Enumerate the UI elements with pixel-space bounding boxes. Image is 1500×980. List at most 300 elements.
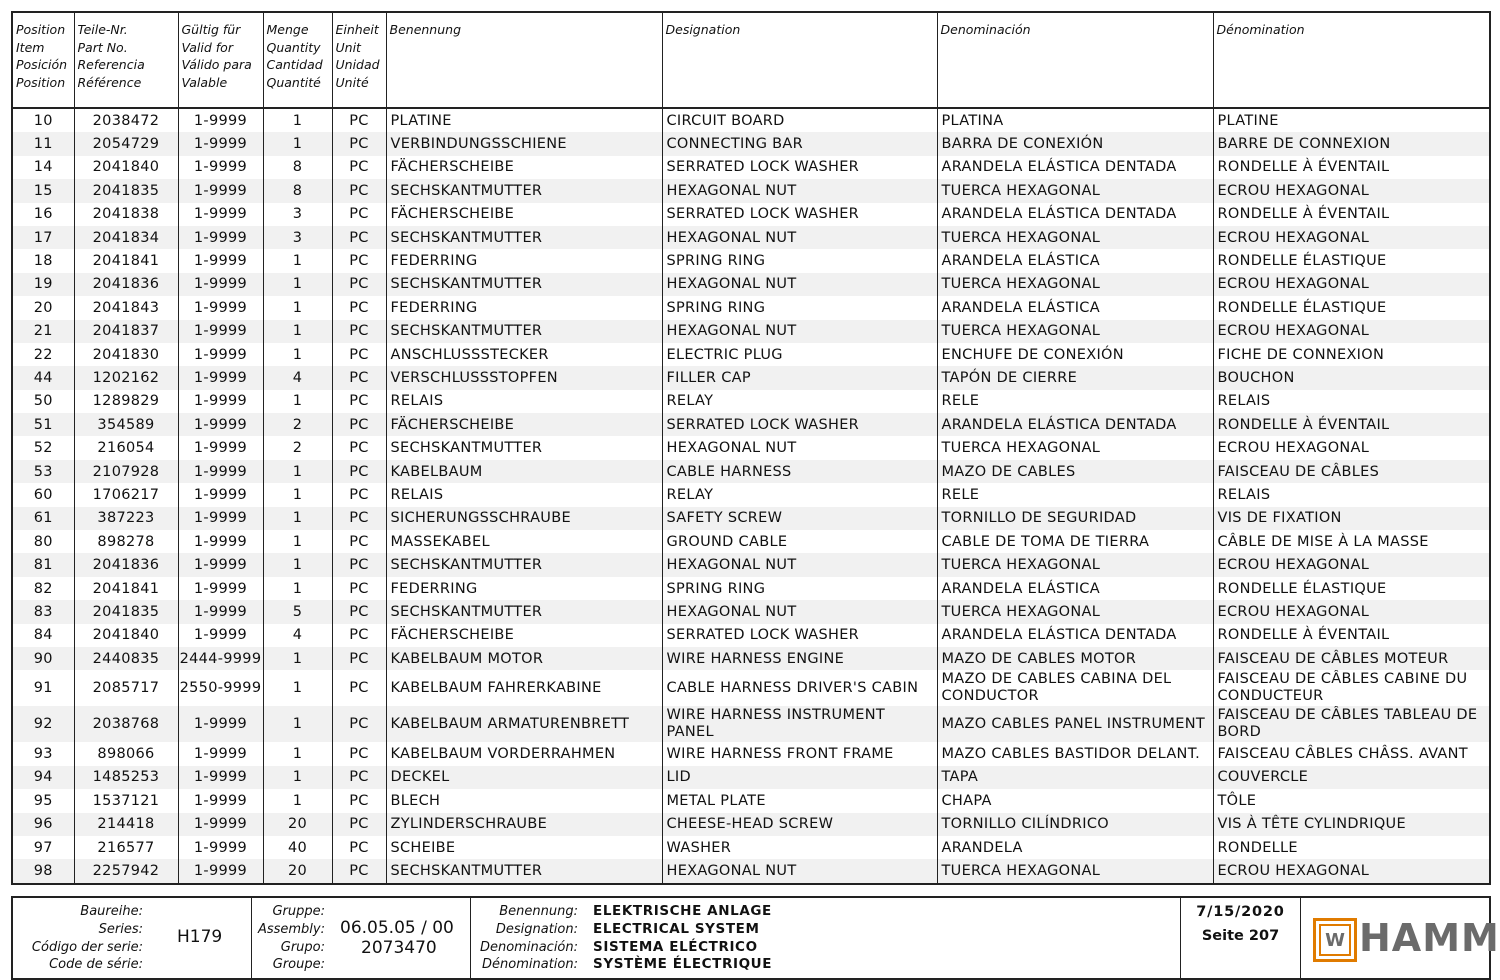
quantity-cell: 1 <box>263 483 332 506</box>
table-row <box>12 789 1490 812</box>
quantity-cell: 1 <box>263 132 332 155</box>
denomination-cell: ECROU HEXAGONAL <box>1213 436 1490 459</box>
group-label: Grupo: <box>280 939 325 955</box>
designation-cell: CHEESE-HEAD SCREW <box>662 813 937 836</box>
series-label: Series: <box>98 921 143 937</box>
benennung-cell: FEDERRING <box>386 577 662 600</box>
denominacion-cell: ARANDELA ELÁSTICA DENTADA <box>937 624 1213 647</box>
quantity-cell: 1 <box>263 273 332 296</box>
valid-for-cell: 1-9999 <box>178 836 263 859</box>
position-cell: 50 <box>33 393 53 410</box>
table-row <box>12 413 1490 436</box>
table-row <box>12 296 1490 319</box>
denominacion-cell: ARANDELA ELÁSTICA DENTADA <box>937 203 1213 226</box>
group-label: Gruppe: <box>272 904 325 919</box>
denomination-cell: FAISCEAU DE CÂBLES CABINE DU CONDUCTEUR <box>1213 670 1490 706</box>
valid-for-cell: 1-9999 <box>178 577 263 600</box>
column-header: Dénomination <box>1213 12 1490 108</box>
quantity-cell: 20 <box>263 813 332 836</box>
unit-cell: PC <box>332 320 386 343</box>
benennung-cell: ANSCHLUSSSTECKER <box>386 343 662 366</box>
quantity-cell: 1 <box>263 320 332 343</box>
part-number-cell: 2041841 <box>74 249 178 272</box>
name-label: Designation: <box>495 921 578 937</box>
designation-cell: WIRE HARNESS ENGINE <box>662 647 937 670</box>
position-cell: 22 <box>33 346 53 363</box>
denominacion-cell: ARANDELA ELÁSTICA <box>937 577 1213 600</box>
unit-cell: PC <box>332 624 386 647</box>
designation-cell: HEXAGONAL NUT <box>662 553 937 576</box>
denominacion-cell: MAZO DE CABLES MOTOR <box>937 647 1213 670</box>
designation-cell: METAL PLATE <box>662 789 937 812</box>
denomination-cell: VIS À TÊTE CYLINDRIQUE <box>1213 813 1490 836</box>
denominacion-cell: ARANDELA ELÁSTICA <box>937 296 1213 319</box>
unit-cell: PC <box>332 483 386 506</box>
unit-cell: PC <box>332 600 386 623</box>
quantity-cell: 1 <box>263 390 332 413</box>
unit-cell: PC <box>332 296 386 319</box>
table-row <box>12 343 1490 366</box>
position-cell: 96 <box>12 813 74 836</box>
position-cell: 82 <box>33 580 53 597</box>
unit-cell: PC <box>332 226 386 249</box>
valid-for-cell: 1-9999 <box>178 789 263 812</box>
benennung-cell: KABELBAUM ARMATURENBRETT <box>386 706 662 742</box>
table-row <box>12 179 1490 202</box>
position-cell: 10 <box>33 112 53 129</box>
table-row <box>12 483 1490 506</box>
position-cell: 94 <box>12 766 74 789</box>
unit-cell: PC <box>332 577 386 600</box>
name-value: SYSTÈME ÉLECTRIQUE <box>593 956 773 973</box>
benennung-cell: KABELBAUM FAHRERKABINE <box>386 670 662 706</box>
page-footer <box>11 896 1500 980</box>
valid-for-cell: 1-9999 <box>178 436 263 459</box>
assembly-value: 06.05.05 / 00 <box>340 918 454 938</box>
denomination-cell: BARRE DE CONNEXION <box>1213 132 1490 155</box>
unit-cell: PC <box>332 436 386 459</box>
denominacion-cell: CABLE DE TOMA DE TIERRA <box>937 530 1213 553</box>
quantity-cell: 1 <box>263 530 332 553</box>
valid-for-cell: 2550-9999 <box>178 670 263 706</box>
designation-cell: GROUND CABLE <box>662 530 937 553</box>
denominacion-cell: MAZO DE CABLES <box>937 460 1213 483</box>
denomination-cell: RELAIS <box>1213 390 1490 413</box>
group-number: 2073470 <box>361 938 437 958</box>
designation-cell: CIRCUIT BOARD <box>662 108 937 132</box>
unit-cell: PC <box>332 413 386 436</box>
valid-for-cell: 1-9999 <box>178 624 263 647</box>
denomination-cell: ECROU HEXAGONAL <box>1213 320 1490 343</box>
part-number-cell: 1289829 <box>74 390 178 413</box>
benennung-cell: DECKEL <box>386 766 662 789</box>
group-label: Groupe: <box>272 957 325 973</box>
part-number-cell: 2440835 <box>74 647 178 670</box>
part-number-cell: 2038768 <box>74 706 178 742</box>
valid-for-cell: 1-9999 <box>178 507 263 530</box>
part-number-cell: 2038472 <box>74 108 178 132</box>
denominacion-cell: CHAPA <box>937 789 1213 812</box>
name-label: Dénomination: <box>482 957 578 973</box>
valid-for-cell: 1-9999 <box>178 156 263 179</box>
benennung-cell: SECHSKANTMUTTER <box>386 600 662 623</box>
designation-cell: SERRATED LOCK WASHER <box>662 624 937 647</box>
benennung-cell: SECHSKANTMUTTER <box>386 179 662 202</box>
part-number-cell: 216577 <box>74 836 178 859</box>
series-label: Code de série: <box>49 957 143 973</box>
denomination-cell: RONDELLE ÉLASTIQUE <box>1213 296 1490 319</box>
table-row <box>12 203 1490 226</box>
position-cell: 21 <box>12 320 74 343</box>
table-row <box>12 813 1490 836</box>
table-row <box>12 836 1490 859</box>
valid-for-cell: 1-9999 <box>178 296 263 319</box>
unit-cell: PC <box>332 507 386 530</box>
denominacion-cell: ARANDELA ELÁSTICA DENTADA <box>937 413 1213 436</box>
table-row <box>12 624 1490 647</box>
unit-cell: PC <box>332 766 386 789</box>
denominacion-cell: RELE <box>937 483 1213 506</box>
hamm-logo-icon <box>1313 918 1357 962</box>
quantity-cell: 8 <box>263 179 332 202</box>
position-cell: 80 <box>33 533 53 550</box>
designation-cell: WIRE HARNESS INSTRUMENT PANEL <box>662 706 937 742</box>
part-number-cell: 898278 <box>74 530 178 553</box>
quantity-cell: 1 <box>263 343 332 366</box>
designation-cell: HEXAGONAL NUT <box>662 273 937 296</box>
valid-for-cell: 1-9999 <box>178 226 263 249</box>
position-cell: 52 <box>33 440 53 457</box>
designation-cell: LID <box>662 766 937 789</box>
quantity-cell: 1 <box>263 742 332 765</box>
part-number-cell: 1706217 <box>74 483 178 506</box>
designation-cell: FILLER CAP <box>662 366 937 389</box>
denominacion-cell: TUERCA HEXAGONAL <box>937 436 1213 459</box>
designation-cell: WIRE HARNESS FRONT FRAME <box>662 742 937 765</box>
benennung-cell: FÄCHERSCHEIBE <box>386 413 662 436</box>
part-number-cell: 2257942 <box>74 859 178 883</box>
denominacion-cell: ARANDELA ELÁSTICA DENTADA <box>937 156 1213 179</box>
quantity-cell: 8 <box>263 156 332 179</box>
designation-cell: HEXAGONAL NUT <box>662 179 937 202</box>
quantity-cell: 3 <box>263 226 332 249</box>
column-header: Benennung <box>386 12 662 108</box>
footer-name-cell <box>470 898 1180 978</box>
name-value: SISTEMA ELÉCTRICO <box>593 938 758 955</box>
denominacion-cell: TUERCA HEXAGONAL <box>937 320 1213 343</box>
valid-for-cell: 1-9999 <box>178 179 263 202</box>
column-header: Teile-Nr. Part No. Referencia Référence <box>74 12 178 108</box>
denomination-cell: RONDELLE À ÉVENTAIL <box>1213 156 1490 179</box>
quantity-cell: 1 <box>263 460 332 483</box>
denominacion-cell: PLATINA <box>937 108 1213 132</box>
benennung-cell: SICHERUNGSSCHRAUBE <box>386 507 662 530</box>
denomination-cell: COUVERCLE <box>1213 766 1490 789</box>
denomination-cell: CÂBLE DE MISE À LA MASSE <box>1213 530 1490 553</box>
denominacion-cell: TUERCA HEXAGONAL <box>937 859 1213 883</box>
name-label: Benennung: <box>499 904 578 919</box>
name-value: ELECTRICAL SYSTEM <box>593 920 760 937</box>
part-number-cell: 2041838 <box>74 203 178 226</box>
valid-for-cell: 1-9999 <box>178 530 263 553</box>
part-number-cell: 387223 <box>74 507 178 530</box>
quantity-cell: 20 <box>263 859 332 883</box>
valid-for-cell: 1-9999 <box>178 108 263 132</box>
benennung-cell: RELAIS <box>386 390 662 413</box>
valid-for-cell: 1-9999 <box>178 460 263 483</box>
benennung-cell: BLECH <box>386 789 662 812</box>
group-labels <box>252 903 325 974</box>
denominacion-cell: TAPÓN DE CIERRE <box>937 366 1213 389</box>
unit-cell: PC <box>332 249 386 272</box>
benennung-cell: PLATINE <box>386 108 662 132</box>
part-number-cell: 2041840 <box>74 156 178 179</box>
page-number: Seite 207 <box>1201 928 1280 944</box>
denominacion-cell: MAZO CABLES PANEL INSTRUMENT <box>937 706 1213 742</box>
unit-cell: PC <box>332 813 386 836</box>
designation-cell: HEXAGONAL NUT <box>662 226 937 249</box>
column-header: Gültig für Valid for Válido para Valable <box>178 12 263 108</box>
denomination-cell: ECROU HEXAGONAL <box>1213 553 1490 576</box>
denominacion-cell: RELE <box>937 390 1213 413</box>
position-cell: 19 <box>12 273 74 296</box>
benennung-cell: FÄCHERSCHEIBE <box>386 624 662 647</box>
valid-for-cell: 1-9999 <box>178 553 263 576</box>
unit-cell: PC <box>332 366 386 389</box>
part-number-cell: 2054729 <box>74 132 178 155</box>
quantity-cell: 1 <box>263 789 332 812</box>
denominacion-cell: TUERCA HEXAGONAL <box>937 179 1213 202</box>
denominacion-cell: TUERCA HEXAGONAL <box>937 553 1213 576</box>
denomination-cell: RONDELLE ÉLASTIQUE <box>1213 249 1490 272</box>
part-number-cell: 2085717 <box>74 670 178 706</box>
benennung-cell: VERSCHLUSSSTOPFEN <box>386 366 662 389</box>
position-cell: 95 <box>33 792 53 809</box>
series-value: H179 <box>177 927 223 947</box>
quantity-cell: 3 <box>263 203 332 226</box>
valid-for-cell: 1-9999 <box>178 320 263 343</box>
benennung-cell: SECHSKANTMUTTER <box>386 226 662 249</box>
denominacion-cell: TUERCA HEXAGONAL <box>937 226 1213 249</box>
part-number-cell: 1485253 <box>74 766 178 789</box>
table-row <box>12 226 1490 249</box>
part-number-cell: 1537121 <box>74 789 178 812</box>
benennung-cell: MASSEKABEL <box>386 530 662 553</box>
denomination-cell: RONDELLE À ÉVENTAIL <box>1213 413 1490 436</box>
denominacion-cell: MAZO DE CABLES CABINA DEL CONDUCTOR <box>937 670 1213 706</box>
part-number-cell: 216054 <box>74 436 178 459</box>
position-cell: 81 <box>12 553 74 576</box>
part-number-cell: 2041836 <box>74 273 178 296</box>
denominacion-cell: TUERCA HEXAGONAL <box>937 600 1213 623</box>
denominacion-cell: ARANDELA ELÁSTICA <box>937 249 1213 272</box>
benennung-cell: FÄCHERSCHEIBE <box>386 156 662 179</box>
benennung-cell: KABELBAUM <box>386 460 662 483</box>
denomination-cell: TÔLE <box>1213 789 1490 812</box>
quantity-cell: 2 <box>263 413 332 436</box>
quantity-cell: 1 <box>263 670 332 706</box>
series-labels <box>13 903 143 974</box>
designation-cell: CABLE HARNESS DRIVER'S CABIN <box>662 670 937 706</box>
table-row <box>12 436 1490 459</box>
position-cell: 83 <box>12 600 74 623</box>
unit-cell: PC <box>332 742 386 765</box>
benennung-cell: SECHSKANTMUTTER <box>386 436 662 459</box>
denomination-cell: ECROU HEXAGONAL <box>1213 859 1490 883</box>
designation-cell: HEXAGONAL NUT <box>662 600 937 623</box>
benennung-cell: FEDERRING <box>386 249 662 272</box>
unit-cell: PC <box>332 706 386 742</box>
table-row <box>12 460 1490 483</box>
denomination-cell: VIS DE FIXATION <box>1213 507 1490 530</box>
unit-cell: PC <box>332 530 386 553</box>
denominacion-cell: BARRA DE CONEXIÓN <box>937 132 1213 155</box>
table-row <box>12 249 1490 272</box>
denomination-cell: ECROU HEXAGONAL <box>1213 600 1490 623</box>
table-row <box>12 742 1490 765</box>
quantity-cell: 5 <box>263 600 332 623</box>
valid-for-cell: 1-9999 <box>178 273 263 296</box>
part-number-cell: 2041843 <box>74 296 178 319</box>
valid-for-cell: 1-9999 <box>178 483 263 506</box>
position-cell: 20 <box>33 299 53 316</box>
table-row <box>12 577 1490 600</box>
table-row <box>12 600 1490 623</box>
footer-series-cell <box>13 898 251 978</box>
part-number-cell: 2041834 <box>74 226 178 249</box>
footer-logo-cell <box>1300 898 1500 978</box>
part-number-cell: 2041835 <box>74 179 178 202</box>
table-row <box>12 108 1490 132</box>
quantity-cell: 1 <box>263 108 332 132</box>
quantity-cell: 1 <box>263 249 332 272</box>
valid-for-cell: 1-9999 <box>178 706 263 742</box>
denominacion-cell: TORNILLO DE SEGURIDAD <box>937 507 1213 530</box>
group-label: Assembly: <box>257 921 325 937</box>
position-cell: 15 <box>12 179 74 202</box>
denominacion-cell: TUERCA HEXAGONAL <box>937 273 1213 296</box>
table-row <box>12 766 1490 789</box>
denomination-cell: FAISCEAU DE CÂBLES TABLEAU DE BORD <box>1213 706 1490 742</box>
designation-cell: SPRING RING <box>662 249 937 272</box>
valid-for-cell: 1-9999 <box>178 132 263 155</box>
position-cell: 84 <box>33 627 53 644</box>
column-header: Denominación <box>937 12 1213 108</box>
part-number-cell: 898066 <box>74 742 178 765</box>
table-row <box>12 530 1490 553</box>
denomination-cell: ECROU HEXAGONAL <box>1213 226 1490 249</box>
valid-for-cell: 1-9999 <box>178 203 263 226</box>
benennung-cell: SECHSKANTMUTTER <box>386 859 662 883</box>
unit-cell: PC <box>332 108 386 132</box>
table-row <box>12 273 1490 296</box>
position-cell: 14 <box>33 159 53 176</box>
position-cell: 90 <box>12 647 74 670</box>
quantity-cell: 1 <box>263 507 332 530</box>
parts-table <box>11 11 1491 885</box>
designation-cell: CONNECTING BAR <box>662 132 937 155</box>
designation-cell: RELAY <box>662 390 937 413</box>
designation-cell: SERRATED LOCK WASHER <box>662 156 937 179</box>
position-cell: 60 <box>33 486 53 503</box>
benennung-cell: VERBINDUNGSSCHIENE <box>386 132 662 155</box>
unit-cell: PC <box>332 647 386 670</box>
denomination-cell: ECROU HEXAGONAL <box>1213 273 1490 296</box>
logo-mark: W <box>1319 924 1351 956</box>
part-number-cell: 2041840 <box>74 624 178 647</box>
unit-cell: PC <box>332 670 386 706</box>
quantity-cell: 2 <box>263 436 332 459</box>
denominacion-cell: TORNILLO CILÍNDRICO <box>937 813 1213 836</box>
valid-for-cell: 2444-9999 <box>178 647 263 670</box>
table-row <box>12 320 1490 343</box>
unit-cell: PC <box>332 132 386 155</box>
benennung-cell: SECHSKANTMUTTER <box>386 320 662 343</box>
footer-group-cell <box>251 898 470 978</box>
designation-cell: SERRATED LOCK WASHER <box>662 413 937 436</box>
table-row <box>12 670 1490 706</box>
denomination-cell: RONDELLE À ÉVENTAIL <box>1213 203 1490 226</box>
unit-cell: PC <box>332 273 386 296</box>
table-row <box>12 647 1490 670</box>
denomination-cell: FICHE DE CONNEXION <box>1213 343 1490 366</box>
quantity-cell: 1 <box>263 553 332 576</box>
unit-cell: PC <box>332 836 386 859</box>
quantity-cell: 1 <box>263 577 332 600</box>
table-row <box>12 507 1490 530</box>
benennung-cell: FEDERRING <box>386 296 662 319</box>
valid-for-cell: 1-9999 <box>178 813 263 836</box>
benennung-cell: FÄCHERSCHEIBE <box>386 203 662 226</box>
table-row <box>12 390 1490 413</box>
valid-for-cell: 1-9999 <box>178 249 263 272</box>
denomination-cell: RONDELLE À ÉVENTAIL <box>1213 624 1490 647</box>
denominacion-cell: MAZO CABLES BASTIDOR DELANT. <box>937 742 1213 765</box>
denomination-cell: RONDELLE ÉLASTIQUE <box>1213 577 1490 600</box>
benennung-cell: KABELBAUM VORDERRAHMEN <box>386 742 662 765</box>
name-labels <box>471 903 578 974</box>
quantity-cell: 1 <box>263 296 332 319</box>
unit-cell: PC <box>332 789 386 812</box>
position-cell: 97 <box>33 839 53 856</box>
denominacion-cell: ARANDELA <box>937 836 1213 859</box>
quantity-cell: 4 <box>263 624 332 647</box>
table-row <box>12 706 1490 742</box>
designation-cell: HEXAGONAL NUT <box>662 436 937 459</box>
designation-cell: HEXAGONAL NUT <box>662 320 937 343</box>
position-cell: 18 <box>33 253 53 270</box>
valid-for-cell: 1-9999 <box>178 600 263 623</box>
position-cell: 92 <box>12 706 74 742</box>
designation-cell: SERRATED LOCK WASHER <box>662 203 937 226</box>
valid-for-cell: 1-9999 <box>178 742 263 765</box>
name-label: Denominación: <box>479 939 578 955</box>
quantity-cell: 1 <box>263 706 332 742</box>
hamm-logo-text: HAMM <box>1359 916 1500 960</box>
denomination-cell: PLATINE <box>1213 108 1490 132</box>
designation-cell: SAFETY SCREW <box>662 507 937 530</box>
column-header: Menge Quantity Cantidad Quantité <box>263 12 332 108</box>
table-row <box>12 859 1490 883</box>
quantity-cell: 1 <box>263 766 332 789</box>
benennung-cell: RELAIS <box>386 483 662 506</box>
unit-cell: PC <box>332 156 386 179</box>
table-row <box>12 132 1490 155</box>
footer-date-cell <box>1180 898 1300 978</box>
designation-cell: SPRING RING <box>662 577 937 600</box>
position-cell: 51 <box>12 413 74 436</box>
denomination-cell: FAISCEAU CÂBLES CHÂSS. AVANT <box>1213 742 1490 765</box>
